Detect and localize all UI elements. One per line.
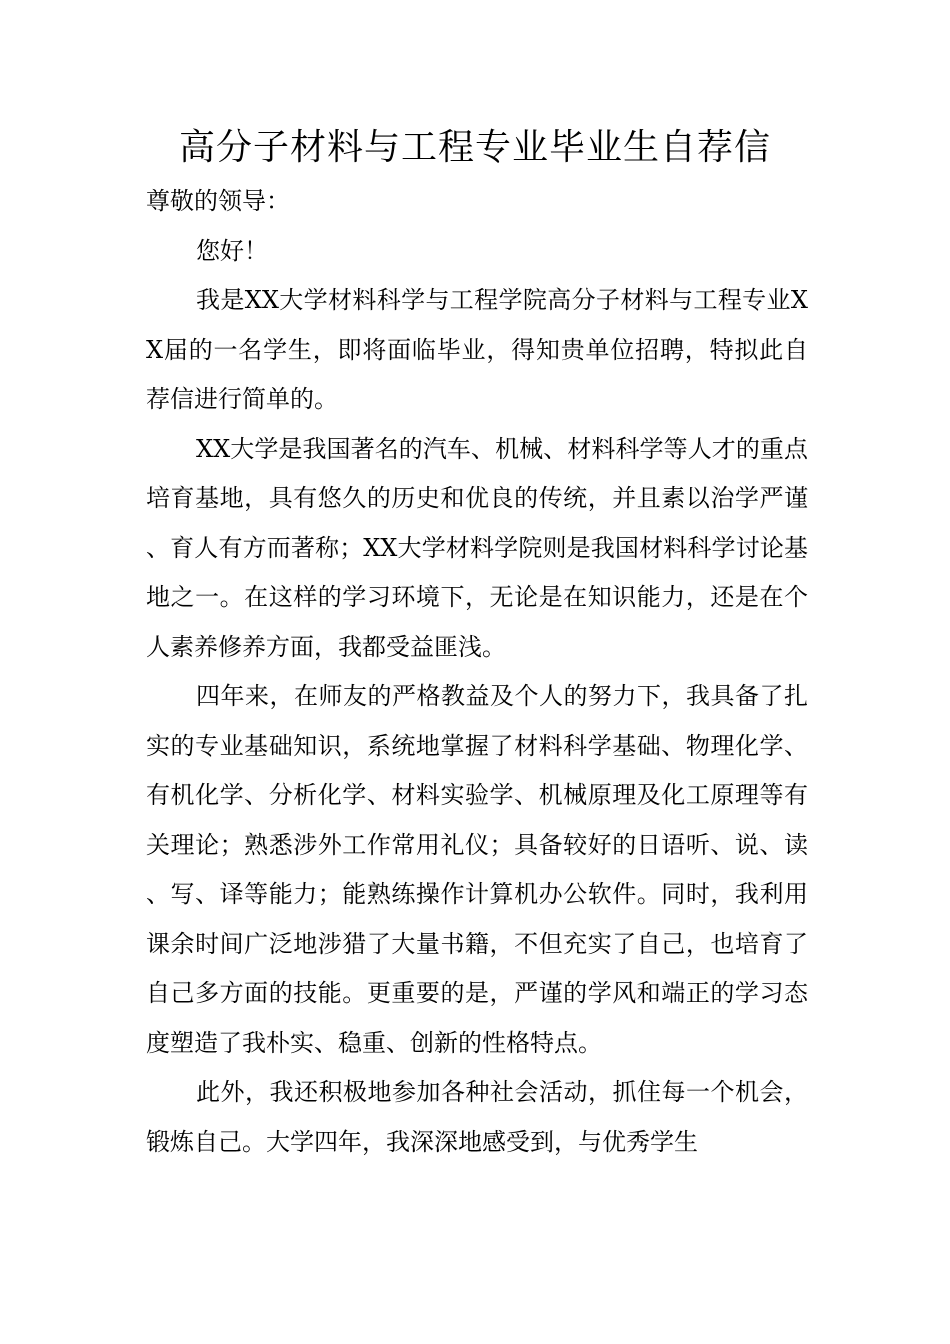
salutation: 尊敬的领导：: [146, 187, 290, 215]
letter-body: [146, 177, 808, 1167]
letter-title: 高分子材料与工程专业毕业生自荐信: [178, 127, 771, 168]
paragraph-university: XX大学是我国著名的汽车、机械、材料科学等人才的重点培育基地，具有悠久的历史和优良的传统，并且素以治学严谨、育人有方而著称；XX大学材料学院则是我国材料科学讨论基地之一。在这样的学习环境下，无论是在知识能力，还是在个人素养修养方面，我都受益匪浅。: [146, 434, 808, 661]
paragraph-activities: 此外，我还积极地参加各种社会活动，抓住每一个机会，锻炼自己。大学四年，我深深地感受到，与优秀学生: [146, 1078, 808, 1156]
paragraph-studies: 四年来，在师友的严格教益及个人的努力下，我具备了扎实的专业基础知识，系统地掌握了材料科学基础、物理化学、有机化学、分析化学、材料实验学、机械原理及化工原理等有关理论；熟悉涉外工作常用礼仪；具备较好的日语听、说、读、写、译等能力；能熟练操作计算机办公软件。同时，我利用课余时间广泛地涉猎了大量书籍，不但充实了自己，也培育了自己多方面的技能。更重要的是，严谨的学风和端正的学习态度塑造了我朴实、稳重、创新的性格特点。: [146, 682, 808, 1057]
greeting-paragraph: 您好！: [196, 236, 268, 265]
paragraph-introduction: 我是XX大学材料科学与工程学院高分子材料与工程专业XX届的一名学生，即将面临毕业，得知贵单位招聘，特拟此自荐信进行简单的。: [146, 286, 808, 413]
